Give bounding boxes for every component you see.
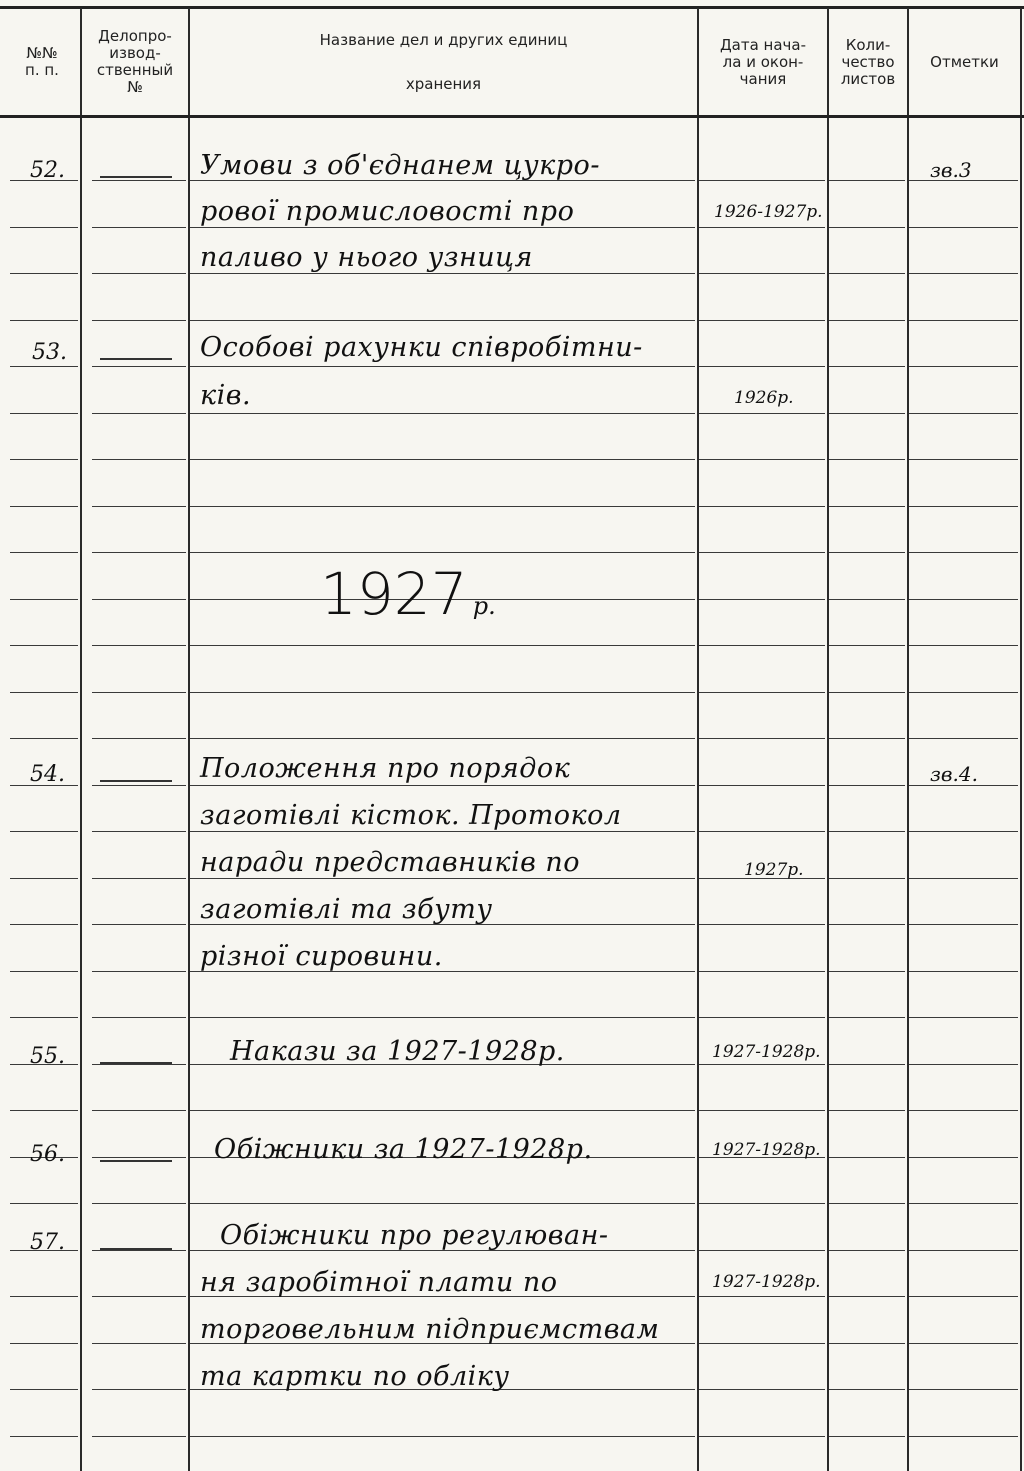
- ruled-line: [10, 1436, 78, 1437]
- ruled-line: [829, 1017, 905, 1018]
- entry-title-line: різної сировини.: [200, 941, 443, 972]
- entry-dates: 1926р.: [734, 388, 794, 408]
- column-divider: [1020, 8, 1022, 1471]
- ruled-line: [190, 1436, 695, 1437]
- ruled-line: [699, 180, 825, 181]
- ruled-line: [92, 1064, 186, 1065]
- ruled-line: [92, 413, 186, 414]
- ruled-line: [92, 273, 186, 274]
- entry-title-line: Умови з об'єднанем цукро-: [200, 150, 600, 181]
- entry-title-line: ків.: [200, 380, 252, 411]
- ruled-line: [829, 645, 905, 646]
- ruled-line: [10, 878, 78, 879]
- ruled-line: [10, 1203, 78, 1204]
- year-heading-suffix: р.: [472, 592, 496, 620]
- entry-title-line: ня заробітної плати по: [200, 1267, 558, 1298]
- entry-title-line: Накази за 1927-1928р.: [230, 1036, 565, 1067]
- ruled-line: [92, 552, 186, 553]
- ruled-line: [829, 506, 905, 507]
- ruled-line: [92, 506, 186, 507]
- ruled-line: [92, 1389, 186, 1390]
- ruled-line: [92, 459, 186, 460]
- ruled-line: [190, 1203, 695, 1204]
- ruled-line: [699, 1343, 825, 1344]
- entry-title-line: наради представників по: [200, 847, 581, 878]
- ruled-line: [909, 1110, 1018, 1111]
- ruled-line: [909, 1389, 1018, 1390]
- ruled-line: [699, 366, 825, 367]
- ruled-line: [92, 1110, 186, 1111]
- ruled-line: [190, 1110, 695, 1111]
- entry-number: 55.: [30, 1044, 65, 1069]
- ruled-line: [92, 320, 186, 321]
- entry-title-line: Обіжники про регулюван-: [220, 1220, 609, 1251]
- entry-dates: 1927-1928р.: [712, 1042, 821, 1062]
- ruled-line: [829, 552, 905, 553]
- entry-title-line: рової промисловості про: [200, 196, 575, 227]
- ruled-line: [829, 273, 905, 274]
- ruled-line: [829, 1389, 905, 1390]
- entry-title-line: торговельним підприємствам: [200, 1314, 660, 1345]
- ruled-line: [909, 1017, 1018, 1018]
- ruled-line: [92, 366, 186, 367]
- ruled-line: [699, 506, 825, 507]
- ruled-line: [92, 227, 186, 228]
- office-number-dash: [100, 176, 172, 178]
- entry-title-line: паливо у нього узниця: [200, 242, 533, 273]
- ruled-line: [190, 459, 695, 460]
- ruled-line: [10, 552, 78, 553]
- ruled-line: [92, 645, 186, 646]
- ruled-line: [699, 459, 825, 460]
- header-office-number: Делопро- извод- ственный №: [96, 27, 174, 96]
- entry-title-line: та картки по обліку: [200, 1361, 510, 1392]
- ruled-line: [92, 785, 186, 786]
- ruled-line: [909, 1157, 1018, 1158]
- ruled-line: [92, 971, 186, 972]
- ruled-line: [10, 692, 78, 693]
- entry-dates: 1927р.: [744, 860, 804, 880]
- ruled-line: [10, 971, 78, 972]
- ruled-line: [190, 645, 695, 646]
- ruled-line: [92, 1343, 186, 1344]
- entry-number: 54.: [30, 762, 65, 787]
- ruled-line: [829, 785, 905, 786]
- ruled-line: [699, 599, 825, 600]
- ruled-line: [10, 227, 78, 228]
- office-number-dash: [100, 780, 172, 782]
- ruled-line: [909, 738, 1018, 739]
- ruled-line: [92, 599, 186, 600]
- top-border: [0, 6, 1024, 9]
- ruled-line: [699, 413, 825, 414]
- ruled-line: [909, 1250, 1018, 1251]
- header-bottom-border: [0, 115, 1024, 118]
- ruled-line: [190, 227, 695, 228]
- ruled-line: [829, 320, 905, 321]
- office-number-dash: [100, 1160, 172, 1162]
- ruled-line: [699, 645, 825, 646]
- entry-title-line: заготівлі та збуту: [200, 894, 493, 925]
- ruled-line: [92, 1203, 186, 1204]
- ruled-line: [829, 599, 905, 600]
- ruled-line: [699, 552, 825, 553]
- ruled-line: [190, 831, 695, 832]
- ruled-line: [909, 1203, 1018, 1204]
- ruled-line: [10, 1017, 78, 1018]
- ruled-line: [92, 831, 186, 832]
- ruled-line: [909, 1296, 1018, 1297]
- ruled-line: [699, 1296, 825, 1297]
- ruled-line: [699, 1250, 825, 1251]
- ruled-line: [699, 692, 825, 693]
- ruled-line: [829, 924, 905, 925]
- ruled-line: [699, 924, 825, 925]
- ruled-line: [829, 831, 905, 832]
- ruled-line: [829, 1343, 905, 1344]
- entry-title-line: Положення про порядок: [200, 753, 571, 784]
- ruled-line: [10, 1110, 78, 1111]
- ruled-line: [909, 924, 1018, 925]
- ruled-line: [92, 1436, 186, 1437]
- ruled-line: [909, 1064, 1018, 1065]
- ruled-line: [699, 1436, 825, 1437]
- entry-dates: 1927-1928р.: [712, 1272, 821, 1292]
- ruled-line: [92, 692, 186, 693]
- entry-title-line: Обіжники за 1927-1928р.: [214, 1134, 593, 1165]
- ruled-line: [190, 413, 695, 414]
- ruled-line: [92, 1250, 186, 1251]
- ruled-line: [909, 1436, 1018, 1437]
- ruled-line: [909, 506, 1018, 507]
- ruled-line: [92, 1017, 186, 1018]
- ruled-line: [190, 366, 695, 367]
- ruled-line: [829, 1436, 905, 1437]
- ruled-line: [909, 831, 1018, 832]
- office-number-dash: [100, 358, 172, 360]
- ruled-line: [829, 1064, 905, 1065]
- entry-title-line: Особові рахунки співробітни-: [200, 332, 643, 363]
- ruled-line: [909, 692, 1018, 693]
- ruled-line: [10, 599, 78, 600]
- ruled-line: [10, 1343, 78, 1344]
- ruled-line: [699, 785, 825, 786]
- ruled-line: [909, 552, 1018, 553]
- ruled-line: [829, 366, 905, 367]
- ruled-line: [10, 645, 78, 646]
- ruled-line: [699, 738, 825, 739]
- ruled-line: [190, 506, 695, 507]
- ruled-line: [10, 831, 78, 832]
- ruled-line: [10, 738, 78, 739]
- ruled-line: [10, 320, 78, 321]
- header-sheets: Коли- чество листов: [840, 35, 896, 88]
- ruled-line: [909, 645, 1018, 646]
- ruled-line: [909, 366, 1018, 367]
- ruled-line: [829, 227, 905, 228]
- ruled-line: [909, 459, 1018, 460]
- ruled-line: [909, 273, 1018, 274]
- ruled-line: [699, 1064, 825, 1065]
- ruled-line: [699, 1017, 825, 1018]
- ruled-line: [190, 692, 695, 693]
- ruled-line: [190, 878, 695, 879]
- ruled-line: [829, 1203, 905, 1204]
- office-number-dash: [100, 1248, 172, 1250]
- ruled-line: [190, 1017, 695, 1018]
- entry-dates: 1926-1927р.: [714, 202, 823, 222]
- ruled-line: [190, 552, 695, 553]
- office-number-dash: [100, 1062, 172, 1064]
- ruled-line: [10, 506, 78, 507]
- ruled-line: [699, 971, 825, 972]
- ruled-line: [10, 1296, 78, 1297]
- ruled-line: [829, 878, 905, 879]
- ruled-line: [829, 413, 905, 414]
- ruled-line: [699, 273, 825, 274]
- ruled-line: [190, 738, 695, 739]
- ruled-line: [190, 273, 695, 274]
- ruled-line: [92, 180, 186, 181]
- ruled-line: [829, 1296, 905, 1297]
- ruled-line: [699, 227, 825, 228]
- ruled-line: [909, 227, 1018, 228]
- ruled-line: [699, 1110, 825, 1111]
- entry-number: 53.: [32, 340, 67, 365]
- header-number: №№ п. п.: [25, 44, 59, 79]
- entry-note: зв.3: [930, 158, 972, 182]
- entry-title-line: заготівлі кісток. Протокол: [200, 800, 622, 831]
- entry-number: 57.: [30, 1230, 65, 1255]
- year-heading-number: 1927: [320, 560, 468, 628]
- ruled-line: [92, 738, 186, 739]
- ruled-line: [909, 971, 1018, 972]
- ruled-line: [190, 785, 695, 786]
- ruled-line: [909, 1343, 1018, 1344]
- column-divider: [80, 8, 82, 1471]
- header-notes: Отметки: [930, 52, 999, 71]
- ruled-line: [10, 413, 78, 414]
- ruled-line: [190, 320, 695, 321]
- header-dates: Дата нача- ла и окон- чания: [719, 35, 807, 88]
- ruled-line: [699, 1389, 825, 1390]
- ruled-line: [699, 320, 825, 321]
- year-heading: [320, 560, 496, 628]
- ruled-line: [909, 320, 1018, 321]
- ruled-line: [909, 599, 1018, 600]
- ruled-line: [829, 180, 905, 181]
- ruled-line: [829, 1157, 905, 1158]
- ruled-line: [909, 878, 1018, 879]
- ruled-line: [699, 1203, 825, 1204]
- ruled-line: [10, 366, 78, 367]
- entry-number: 56.: [30, 1142, 65, 1167]
- ruled-line: [92, 924, 186, 925]
- ruled-line: [829, 459, 905, 460]
- ruled-line: [829, 1250, 905, 1251]
- ruled-line: [92, 1296, 186, 1297]
- ruled-line: [829, 971, 905, 972]
- ruled-line: [10, 459, 78, 460]
- ruled-line: [829, 692, 905, 693]
- ruled-line: [699, 831, 825, 832]
- ruled-line: [829, 1110, 905, 1111]
- ruled-line: [10, 1389, 78, 1390]
- ruled-line: [10, 273, 78, 274]
- ruled-line: [92, 878, 186, 879]
- ruled-line: [909, 413, 1018, 414]
- header-title: Название дел и других единиц хранения: [319, 31, 568, 93]
- ruled-line: [829, 738, 905, 739]
- entry-dates: 1927-1928р.: [712, 1140, 821, 1160]
- ruled-line: [92, 1157, 186, 1158]
- entry-note: зв.4.: [930, 762, 978, 786]
- entry-number: 52.: [30, 158, 65, 183]
- ruled-line: [10, 924, 78, 925]
